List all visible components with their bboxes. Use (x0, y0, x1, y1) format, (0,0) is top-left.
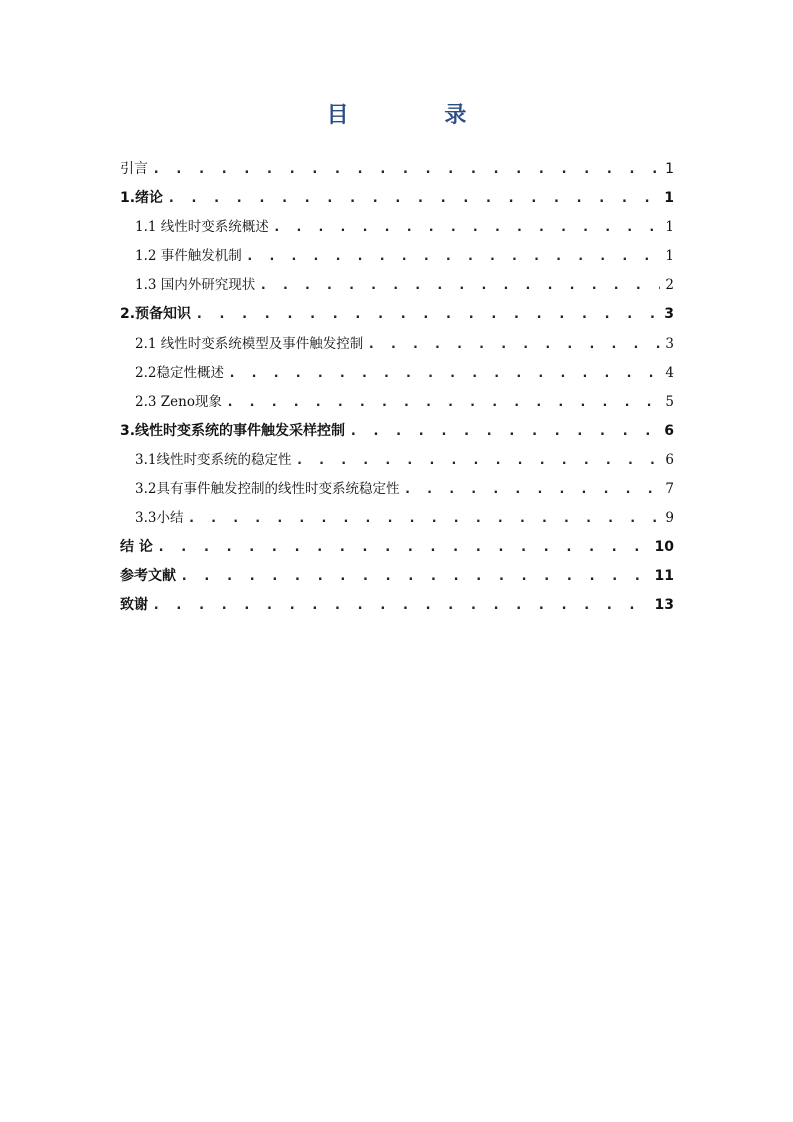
toc-entry-acknowledgements[interactable] (120, 591, 674, 620)
toc-page-number: 2 (665, 277, 674, 294)
toc-page-number: 5 (665, 393, 674, 410)
toc-page-number: 1 (665, 248, 674, 265)
toc-entry-chapter-1[interactable] (120, 184, 674, 213)
toc-page-number: 6 (664, 422, 674, 439)
dot-leader (152, 155, 660, 184)
page-title: 目 录 (326, 103, 511, 128)
dot-leader (246, 242, 661, 271)
toc-entry-section-3-3[interactable] (120, 504, 674, 533)
toc-entry-chapter-3[interactable] (120, 417, 674, 446)
toc-entry-section-1-1[interactable] (120, 213, 674, 242)
toc-entry-title: 2.预备知识 (120, 306, 192, 323)
toc-entry-section-1-2[interactable] (120, 242, 674, 271)
toc-page-number: 6 (665, 451, 674, 468)
dot-leader (367, 330, 660, 359)
dot-leader (180, 562, 650, 591)
toc-entry-intro[interactable] (120, 155, 674, 184)
toc-entry-title: 1.3 国内外研究现状 (135, 277, 256, 294)
dot-leader (226, 388, 660, 417)
toc-entry-section-3-1[interactable] (120, 446, 674, 475)
toc-page-number: 3 (664, 306, 674, 323)
toc-page-number: 7 (665, 481, 674, 498)
dot-leader (259, 271, 660, 300)
toc-page-number: 1 (665, 219, 674, 236)
toc-entry-references[interactable] (120, 562, 674, 591)
dot-leader (157, 533, 650, 562)
toc-entry-title: 2.1 线性时变系统模型及事件触发控制 (135, 335, 364, 352)
toc-entry-title: 致谢 (120, 597, 148, 614)
toc-page-number: 1 (664, 190, 674, 207)
dot-leader (167, 184, 659, 213)
toc-entry-title: 1.绪论 (120, 190, 164, 207)
toc-entry-title: 3.2具有事件触发控制的线性时变系统稳定性 (135, 481, 400, 498)
toc-entry-title: 3.3小结 (135, 510, 184, 527)
dot-leader (187, 504, 660, 533)
toc-entry-section-2-2[interactable] (120, 359, 674, 388)
toc-entry-title: 3.线性时变系统的事件触发采样控制 (120, 422, 346, 439)
toc-entry-title: 2.3 Zeno现象 (135, 393, 222, 410)
toc-entry-title: 结 论 (120, 539, 153, 556)
toc-entry-title: 参考文献 (120, 568, 176, 585)
toc-page-number: 4 (665, 364, 674, 381)
toc-entry-title: 3.1线性时变系统的稳定性 (135, 451, 292, 468)
dot-leader (152, 591, 650, 620)
toc-page-number: 9 (665, 510, 674, 527)
toc-entry-title: 1.2 事件触发机制 (135, 248, 242, 265)
dot-leader (349, 417, 659, 446)
toc-entry-conclusion[interactable] (120, 533, 674, 562)
dot-leader (295, 446, 660, 475)
toc-entry-title: 引言 (120, 161, 148, 177)
toc-page-number: 11 (654, 568, 674, 585)
toc-entry-section-2-3[interactable] (120, 388, 674, 417)
dot-leader (273, 213, 661, 242)
toc-page-number: 13 (654, 597, 674, 614)
toc-entry-title: 2.2稳定性概述 (135, 364, 224, 381)
dot-leader (195, 300, 659, 329)
toc-entry-section-3-2[interactable] (120, 475, 674, 504)
dot-leader (403, 475, 660, 504)
toc-entry-section-1-3[interactable] (120, 271, 674, 300)
toc-page-number: 3 (665, 335, 674, 352)
dot-leader (228, 359, 660, 388)
toc-page-number: 10 (654, 539, 674, 556)
toc-page-number: 1 (665, 161, 674, 177)
toc-entry-section-2-1[interactable] (120, 330, 674, 359)
toc-entry-title: 1.1 线性时变系统概述 (135, 219, 269, 236)
toc-entry-chapter-2[interactable] (120, 300, 674, 329)
table-of-contents (120, 155, 674, 621)
